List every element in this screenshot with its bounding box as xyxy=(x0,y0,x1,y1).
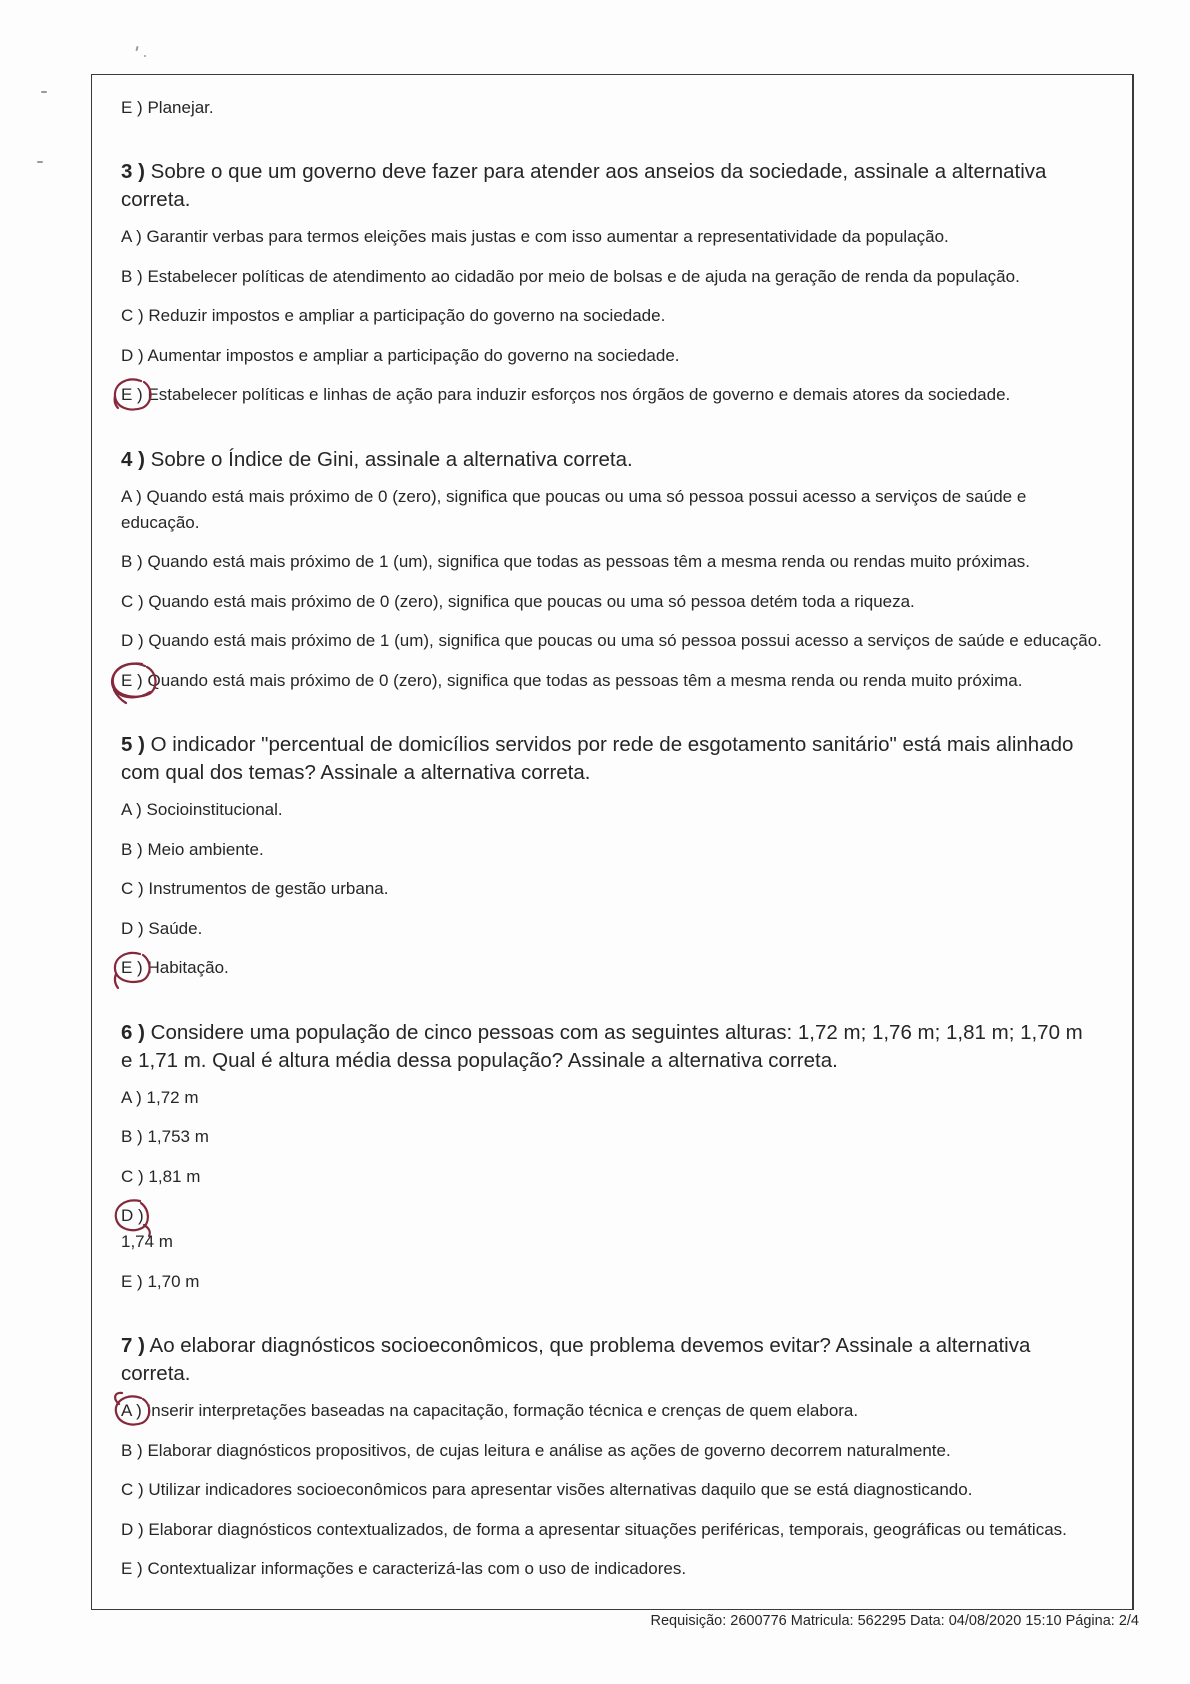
option-a xyxy=(121,484,1051,536)
question-text: Sobre o Índice de Gini, assinale a alternativa correta. xyxy=(150,447,633,471)
option-label-marked xyxy=(121,1203,144,1229)
option-label: D ) xyxy=(121,918,144,938)
question-number: 7 ) xyxy=(121,1334,145,1357)
option-text: 1,753 m xyxy=(147,1127,209,1146)
option-a xyxy=(121,1398,1122,1424)
option-label-marked xyxy=(121,955,143,981)
option-text: Meio ambiente. xyxy=(147,839,264,859)
option-label: B ) xyxy=(121,839,143,859)
option-text: Reduzir impostos e ampliar a participação do governo na sociedade. xyxy=(148,306,666,325)
question-heading xyxy=(121,1019,1091,1075)
question-text: Sobre o que um governo deve fazer para atender aos anseios da sociedade, assinale a alternativa correta. xyxy=(121,160,1047,211)
option-e xyxy=(121,1556,1122,1582)
option-label: D ) xyxy=(121,345,144,365)
option-text: 1,81 m xyxy=(148,1166,201,1186)
option-label: B ) xyxy=(121,266,143,286)
option-text: Inserir interpretações baseadas na capacitação, formação técnica e crenças de quem elabora. xyxy=(146,1401,859,1420)
option-label-text: A ) xyxy=(121,1401,142,1420)
question-heading xyxy=(121,446,1091,474)
option-c xyxy=(121,589,1122,615)
option-text: 1,72 m xyxy=(146,1087,199,1107)
option-text: Estabelecer políticas de atendimento ao cidadão por meio de bolsas e de ajuda na geração de renda da população. xyxy=(147,266,1020,286)
option-b xyxy=(121,264,1122,290)
option-a xyxy=(121,224,1122,250)
option-d xyxy=(121,343,1122,369)
footer-request-info: Requisição: 2600776 Matricula: 562295 Data: 04/08/2020 15:10 Página: 2/4 xyxy=(650,1613,1139,1629)
scan-speck xyxy=(41,91,47,93)
option-label-text: E ) xyxy=(121,958,143,977)
previous-question-option-e xyxy=(121,95,1122,121)
option-label: E ) xyxy=(121,1559,143,1578)
option-label: A ) xyxy=(121,1087,142,1107)
option-d xyxy=(121,1517,1122,1543)
option-label-text: E ) xyxy=(121,385,143,404)
option-c xyxy=(121,876,1122,902)
option-text: Quando está mais próximo de 1 (um), significa que todas as pessoas têm a mesma renda ou rendas muito próximas. xyxy=(147,552,1031,571)
option-c xyxy=(121,303,1122,329)
question-3 xyxy=(121,134,1122,422)
option-label-marked xyxy=(121,1398,142,1424)
option-label: B ) xyxy=(121,1127,143,1146)
option-d xyxy=(121,1203,1122,1255)
option-text: Socioinstitucional. xyxy=(146,800,283,819)
option-text: Aumentar impostos e ampliar a participação do governo na sociedade. xyxy=(147,345,680,365)
question-4 xyxy=(121,422,1122,708)
question-7 xyxy=(121,1308,1122,1596)
question-heading xyxy=(121,1332,1091,1388)
option-e xyxy=(121,955,1122,981)
option-b xyxy=(121,1124,1122,1150)
question-text: Ao elaborar diagnósticos socioeconômicos, que problema devemos evitar? Assinale a alternativa correta. xyxy=(121,1334,1031,1385)
option-text: Elaborar diagnósticos propositivos, de cujas leitura e análise as ações de governo decorrem naturalmente. xyxy=(147,1440,951,1460)
option-text: Quando está mais próximo de 0 (zero), significa que poucas ou uma só pessoa detém toda a riqueza. xyxy=(148,591,915,611)
option-text: Quando está mais próximo de 1 (um), significa que poucas ou uma só pessoa possui acesso a serviços de saúde e educação. xyxy=(148,631,1102,650)
option-text: 1,70 m xyxy=(147,1271,200,1291)
option-label: A ) xyxy=(121,800,142,819)
option-label: B ) xyxy=(121,1440,143,1460)
question-number: 6 ) xyxy=(121,1020,145,1044)
option-text: Estabelecer políticas e linhas de ação para induzir esforços nos órgãos de governo e demais atores da sociedade. xyxy=(147,385,1011,404)
option-label: C ) xyxy=(121,1480,144,1499)
question-text: Considere uma população de cinco pessoas com as seguintes alturas: 1,72 m; 1,76 m; 1,81 m; 1,70 m e 1,71 m. Qual é altura média dessa população? Assinale a alternativa correta. xyxy=(121,1020,1083,1072)
option-text: Quando está mais próximo de 0 (zero), significa que todas as pessoas têm a mesma renda ou renda muito próxima. xyxy=(147,670,1023,690)
option-e xyxy=(121,668,1122,694)
option-text: Quando está mais próximo de 0 (zero), significa que poucas ou uma só pessoa possui acesso a serviços de saúde e educação. xyxy=(121,486,1027,532)
option-b xyxy=(121,1438,1122,1464)
option-text: Saúde. xyxy=(148,918,203,938)
scan-speck xyxy=(135,46,138,51)
option-text: Garantir verbas para termos eleições mais justas e com isso aumentar a representatividade da população. xyxy=(146,227,949,246)
option-e xyxy=(121,1269,1122,1295)
option-text: Instrumentos de gestão urbana. xyxy=(148,879,389,898)
option-b xyxy=(121,837,1122,863)
question-heading xyxy=(121,731,1091,787)
option-d xyxy=(121,628,1122,654)
option-c xyxy=(121,1477,1122,1503)
question-5 xyxy=(121,707,1122,995)
option-label: C ) xyxy=(121,591,144,611)
option-c xyxy=(121,1164,1122,1190)
questions-frame xyxy=(91,74,1134,1610)
scan-speck xyxy=(144,55,146,57)
option-label: C ) xyxy=(121,1166,144,1186)
option-label: E ) xyxy=(121,97,143,117)
question-6 xyxy=(121,995,1122,1309)
option-label: A ) xyxy=(121,486,142,506)
option-text: Habitação. xyxy=(147,958,229,977)
option-text: Planejar. xyxy=(147,97,214,117)
option-label-marked xyxy=(121,668,143,694)
option-e xyxy=(121,382,1122,408)
option-text: Utilizar indicadores socioeconômicos para apresentar visões alternativas daquilo que se está diagnosticando. xyxy=(148,1480,973,1499)
question-text: O indicador "percentual de domicílios servidos por rede de esgotamento sanitário" está mais alinhado com qual dos temas? Assinale a alternativa correta. xyxy=(121,733,1074,784)
question-heading xyxy=(121,158,1091,214)
option-label: A ) xyxy=(121,227,142,246)
option-label-text: E ) xyxy=(121,670,143,690)
option-label: C ) xyxy=(121,879,144,898)
question-number: 3 ) xyxy=(121,160,145,183)
option-label-text: D ) xyxy=(121,1206,144,1225)
question-number: 4 ) xyxy=(121,447,145,471)
option-label: B ) xyxy=(121,552,143,571)
option-label: C ) xyxy=(121,306,144,325)
scan-speck xyxy=(37,161,43,163)
option-a xyxy=(121,1085,1122,1111)
option-text: Elaborar diagnósticos contextualizados, de forma a apresentar situações periféricas, temporais, geográficas ou temáticas. xyxy=(148,1519,1067,1539)
question-number: 5 ) xyxy=(121,733,145,756)
option-label: D ) xyxy=(121,1519,144,1539)
option-label: E ) xyxy=(121,1271,143,1291)
option-text: 1,74 m xyxy=(121,1232,173,1251)
option-label: D ) xyxy=(121,631,144,650)
option-label-marked xyxy=(121,382,143,408)
option-text: Contextualizar informações e caracterizá-las com o uso de indicadores. xyxy=(147,1559,687,1578)
option-d xyxy=(121,916,1122,942)
option-a xyxy=(121,797,1122,823)
option-b xyxy=(121,549,1122,575)
